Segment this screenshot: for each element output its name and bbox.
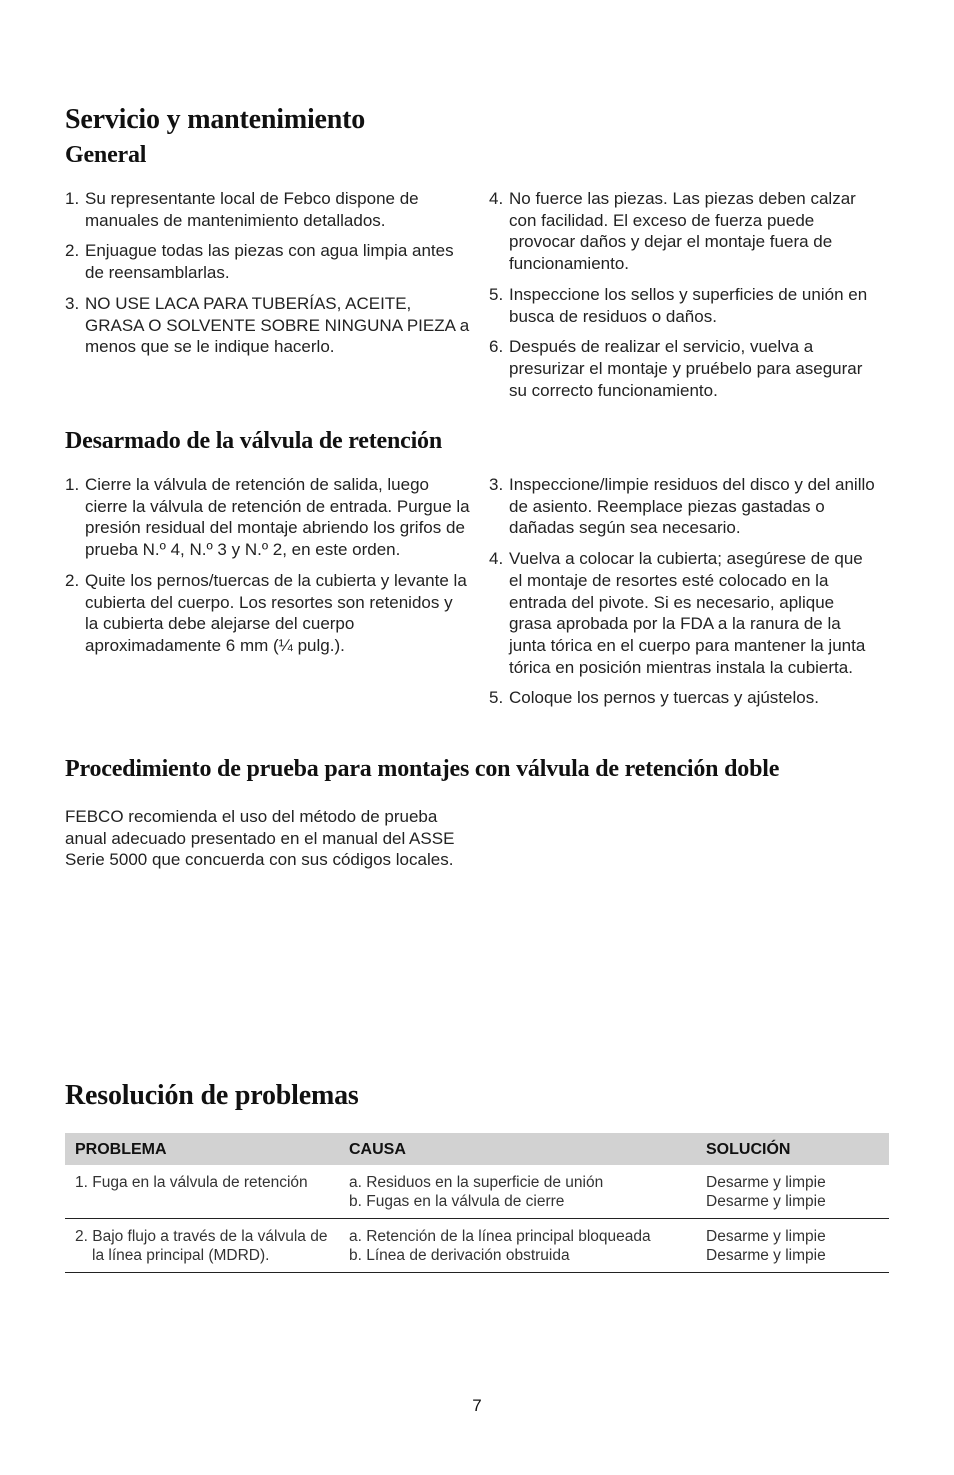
list-number: 4. bbox=[489, 549, 504, 569]
table-row bbox=[65, 1165, 889, 1219]
list-text: Coloque los pernos y tuercas y ajústelos. bbox=[509, 688, 819, 708]
page-number: 7 bbox=[472, 1396, 482, 1415]
list-text: Cierre la válvula de retención de salida, luego cierre la válvula de retención de entrada. Purgue la presión residual del montaje abriendo los grifos de prueba N.º 4, N.º 3 y N.º 2, en este orden. bbox=[85, 475, 470, 560]
troubleshooting-table bbox=[65, 1133, 889, 1273]
cause-text: b. Línea de derivación obstruida bbox=[349, 1247, 570, 1264]
list-item bbox=[489, 336, 874, 401]
list-number: 4. bbox=[489, 189, 504, 208]
list-text: Inspeccione los sellos y superficies de unión en busca de residuos o daños. bbox=[509, 284, 868, 326]
solution-cell bbox=[696, 1165, 889, 1219]
general-list-left bbox=[65, 188, 470, 367]
section-title-disassembly: Desarmado de la válvula de retención bbox=[65, 428, 442, 454]
list-text: Enjuague todas las piezas con agua limpia antes de reensamblarlas. bbox=[85, 241, 454, 283]
disassembly-list-right bbox=[489, 474, 879, 718]
cause-text: a. Residuos en la superficie de unión bbox=[349, 1174, 604, 1191]
list-item bbox=[489, 474, 879, 539]
list-number: 3. bbox=[65, 293, 80, 313]
list-text: Después de realizar el servicio, vuelva a presurizar el montaje y pruébelo para asegurar su correcto funcionamiento. bbox=[509, 337, 863, 400]
list-number: 1. bbox=[65, 189, 80, 208]
general-list-right bbox=[489, 188, 874, 410]
list-item bbox=[65, 570, 470, 657]
cause-text: b. Fugas en la válvula de cierre bbox=[349, 1193, 565, 1210]
list-number: 5. bbox=[489, 284, 504, 304]
list-item bbox=[65, 474, 470, 561]
solution-text: Desarme y limpie bbox=[706, 1174, 826, 1191]
problem-cell bbox=[65, 1219, 339, 1273]
list-number: 2. bbox=[65, 241, 80, 261]
list-text: Su representante local de Febco dispone de manuales de mantenimiento detallados. bbox=[85, 189, 419, 230]
problem-text: 1. Fuga en la válvula de retención bbox=[75, 1174, 308, 1191]
list-number: 1. bbox=[65, 475, 80, 494]
test-procedure-text: FEBCO recomienda el uso del método de prueba anual adecuado presentado en el manual del ASSE Serie 5000 que concuerda con sus códigos locales. bbox=[65, 807, 455, 870]
solution-text: Desarme y limpie bbox=[706, 1193, 826, 1210]
solution-cell bbox=[696, 1219, 889, 1273]
cause-cell bbox=[339, 1165, 696, 1219]
table-header-row bbox=[65, 1133, 889, 1165]
list-item bbox=[65, 240, 470, 283]
subsection-title-general: General bbox=[65, 142, 147, 168]
list-text: Vuelva a colocar la cubierta; asegúrese de que el montaje de resortes esté colocado en la entrada del pivote. Si es necesario, aplique grasa aprobada por la FDA a la ranura de la junta tórica en el cuerpo para mantener la junta tórica en posición mientras instala la cubierta. bbox=[509, 549, 866, 677]
list-item bbox=[489, 284, 874, 327]
list-number: 3. bbox=[489, 475, 504, 494]
column-header-cause: CAUSA bbox=[339, 1133, 696, 1165]
section-title-troubleshooting: Resolución de problemas bbox=[65, 1080, 359, 1111]
list-number: 5. bbox=[489, 688, 504, 708]
list-item bbox=[489, 548, 879, 678]
list-text: No fuerce las piezas. Las piezas deben calzar con facilidad. El exceso de fuerza puede provocar daños y dejar el montaje fuera de funcionamiento. bbox=[509, 189, 856, 274]
list-item bbox=[489, 188, 874, 275]
list-number: 2. bbox=[65, 570, 80, 590]
solution-text: Desarme y limpie bbox=[706, 1228, 826, 1245]
list-number: 6. bbox=[489, 337, 504, 357]
list-item bbox=[65, 293, 470, 358]
disassembly-list-left bbox=[65, 474, 470, 666]
cause-text: a. Retención de la línea principal bloqueada bbox=[349, 1228, 651, 1245]
column-header-solution: SOLUCIÓN bbox=[696, 1133, 889, 1165]
column-header-problem: PROBLEMA bbox=[65, 1133, 339, 1165]
list-text: Inspeccione/limpie residuos del disco y del anillo de asiento. Reemplace piezas gastadas o dañadas según sea necesario. bbox=[509, 475, 875, 538]
cause-cell bbox=[339, 1219, 696, 1273]
section-title-test-procedure: Procedimiento de prueba para montajes con válvula de retención doble bbox=[65, 756, 780, 782]
problem-cell bbox=[65, 1165, 339, 1219]
list-text: Quite los pernos/tuercas de la cubierta y levante la cubierta del cuerpo. Los resortes son retenidos y la cubierta debe alejarse del cuerpo aproximadamente 6 mm (¼ pulg.). bbox=[85, 570, 467, 655]
table-row bbox=[65, 1219, 889, 1273]
list-item bbox=[489, 687, 879, 709]
list-text: NO USE LACA PARA TUBERÍAS, ACEITE, GRASA O SOLVENTE SOBRE NINGUNA PIEZA a menos que se le indique hacerlo. bbox=[85, 293, 470, 357]
solution-text: Desarme y limpie bbox=[706, 1247, 826, 1264]
section-title-service: Servicio y mantenimiento bbox=[65, 104, 366, 135]
list-item bbox=[65, 188, 470, 231]
problem-text: 2. Bajo flujo a través de la válvula de la línea principal (MDRD). bbox=[75, 1228, 328, 1264]
